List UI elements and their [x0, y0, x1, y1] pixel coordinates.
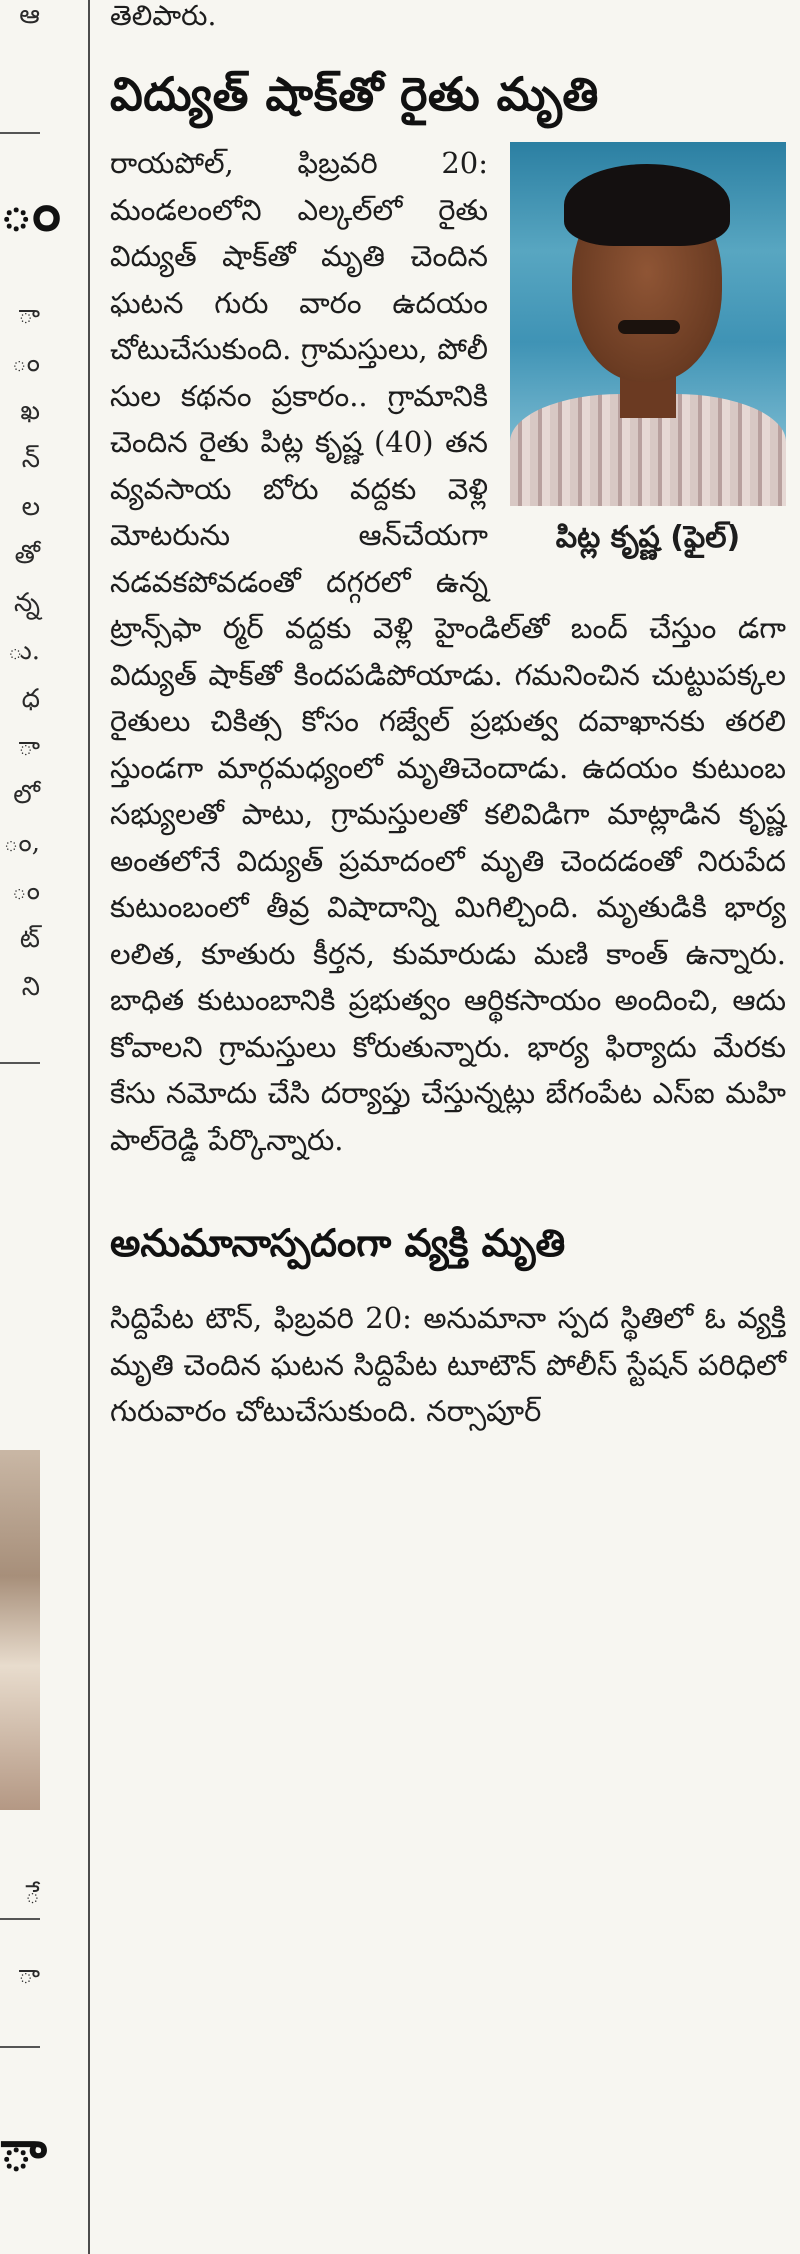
- fragment-text: ా: [18, 300, 40, 330]
- farmer-photo: [510, 142, 786, 506]
- fragment-heading: ం: [0, 178, 61, 244]
- fragment-text: న్: [21, 444, 40, 474]
- fragment-text: ు.: [7, 636, 40, 666]
- column-rule: [0, 132, 40, 134]
- fragment-text: తో: [14, 540, 40, 570]
- second-story-body: [110, 1295, 786, 1435]
- fragment-text: ా: [18, 1960, 40, 1990]
- fragment-text: ఆ: [19, 0, 40, 30]
- fragment-text: ల: [21, 492, 40, 522]
- fragment-text: ే: [24, 1880, 40, 1910]
- fragment-text: ఖ: [20, 396, 40, 426]
- story-body: [110, 140, 786, 1163]
- fragment-text: ట్: [19, 924, 40, 954]
- fragment-text: ధ: [21, 684, 40, 714]
- fragment-text: ం,: [3, 828, 40, 858]
- column-divider: [88, 0, 90, 2254]
- main-column: [110, 0, 786, 1435]
- fragment-text: ా: [18, 732, 40, 762]
- fragment-text: న్న: [14, 588, 40, 618]
- fragment-text: లో: [13, 780, 40, 810]
- adjacent-column-fragment: [0, 0, 86, 2254]
- second-story-headline: అనుమానాస్పదంగా వ్యక్తి మృతి: [110, 1221, 566, 1265]
- adjacent-photo-fragment: [0, 1450, 40, 1810]
- previous-story-tail: తెలిపారు.: [110, 0, 217, 30]
- story-paragraph: సిద్దిపేట టౌన్, ఫిబ్రవరి 20: అనుమానా స్పద స్థితిలో ఓ వ్యక్తి మృతి చెందిన ఘటన సిద్దిపేట టూటౌన్ పోలీస్ స్టేషన్ పరిధిలో గురువారం చోటుచేసుకుంది. నర్సాపూర్: [110, 1301, 786, 1428]
- column-rule: [0, 1062, 40, 1064]
- story-headline: విద్యుత్ షాక్‌తో రైతు మృతి: [110, 67, 599, 121]
- photo-box: [510, 142, 786, 558]
- photo-caption: పిట్ల కృష్ణ (ఫైల్): [555, 520, 741, 555]
- fragment-heading: ా: [0, 2118, 47, 2184]
- fragment-text: ని: [21, 972, 40, 1002]
- column-rule: [0, 2046, 40, 2048]
- fragment-text: ం: [11, 876, 40, 906]
- story-paragraph: రాయపోల్, ఫిబ్రవరి 20: మండలంలోని ఎల్కల్‌లో రైతు విద్యుత్ షాక్‌తో మృతి చెందిన ఘటన గురు వారం ఉదయం చోటుచేసుకుంది. గ్రామస్తులు, పోలీ సుల కథనం ప్రకారం.. గ్రామానికి చెందిన రైతు పిట్ల కృష్ణ (40) తన వ్యవసాయ బోరు వద్దకు వెళ్లి మోటరును ఆన్‌చేయగా నడవకపోవడంతో దగ్గరలో ఉన్న ట్రాన్స్‌ఫా ర్మర్ వద్దకు వెళ్లి హైండిల్‌తో బంద్ చేస్తుం డగా విద్యుత్ షాక్‌తో కిందపడిపోయాడు. గమనించిన చుట్టుపక్కల రైతులు చికిత్స కోసం గజ్వేల్ ప్రభుత్వ దవాఖానకు తరలి స్తుండగా మార్గమధ్యంలో మృతిచెందాడు. ఉదయం కుటుంబ సభ్యులతో పాటు, గ్రామస్తులతో కలివిడిగా మాట్లాడిన కృష్ణ అంతలోనే విద్యుత్ ప్రమాదంలో మృతి చెందడంతో నిరుపేద కుటుంబంలో తీవ్ర విషాదాన్ని మిగిల్చింది. మృతుడికి భార్య లలిత, కూతురు కీర్తన, కుమారుడు మణి కాంత్ ఉన్నారు. బాధిత కుటుంబానికి ప్రభుత్వం ఆర్థికసాయం అందించి, ఆదు కోవాలని గ్రామస్తులు కోరుతున్నారు. భార్య ఫిర్యాదు మేరకు కేసు నమోదు చేసి దర్యాప్తు చేస్తున్నట్లు బేగంపేట ఎస్‌ఐ మహి పాల్‌రెడ్డి పేర్కొన్నారు.: [110, 146, 786, 1157]
- fragment-text: ం: [11, 348, 40, 378]
- column-rule: [0, 1918, 40, 1920]
